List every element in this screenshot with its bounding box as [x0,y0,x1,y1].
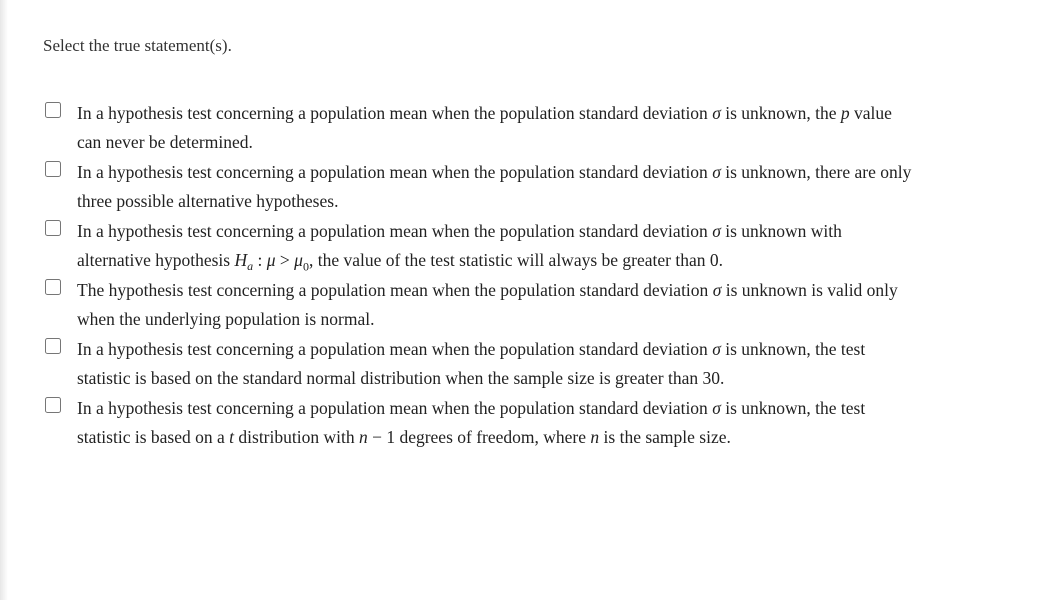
question-prompt: Select the true statement(s). [43,36,232,55]
option-2[interactable] [0,158,1063,217]
option-4[interactable] [0,276,1063,335]
option-2-text[interactable]: In a hypothesis test concerning a population mean when the population standard deviation σ is unknown, there are only three possible alternative hypotheses. [77,162,912,211]
option-2-checkbox[interactable] [45,161,61,177]
option-6-text[interactable]: In a hypothesis test concerning a population mean when the population standard deviation σ is unknown, the test statistic is based on a t distribution with n − 1 degrees of freedom, where n is the sample size. [77,398,866,447]
option-5-checkbox[interactable] [45,338,61,354]
option-4-checkbox[interactable] [45,279,61,295]
option-3[interactable] [0,217,1063,276]
option-6-checkbox[interactable] [45,397,61,413]
option-5-text[interactable]: In a hypothesis test concerning a population mean when the population standard deviation σ is unknown, the test statistic is based on the standard normal distribution when the sample size is greater than 30. [77,339,866,388]
option-6[interactable] [0,394,1063,453]
option-3-checkbox[interactable] [45,220,61,236]
option-1-text[interactable]: In a hypothesis test concerning a population mean when the population standard deviation σ is unknown, the p value can never be determined. [77,103,892,152]
option-5[interactable] [0,335,1063,394]
option-3-text[interactable]: In a hypothesis test concerning a population mean when the population standard deviation σ is unknown with alternative hypothesis $H_a$ : $\mu > \mu_0$, the value of the test statistic will always be greater than 0. [77,221,842,274]
option-1[interactable] [0,99,1063,158]
option-4-text[interactable]: The hypothesis test concerning a population mean when the population standard deviation σ is unknown is valid only when the underlying population is normal. [77,280,898,329]
option-1-checkbox[interactable] [45,102,61,118]
answer-options [0,99,1063,453]
